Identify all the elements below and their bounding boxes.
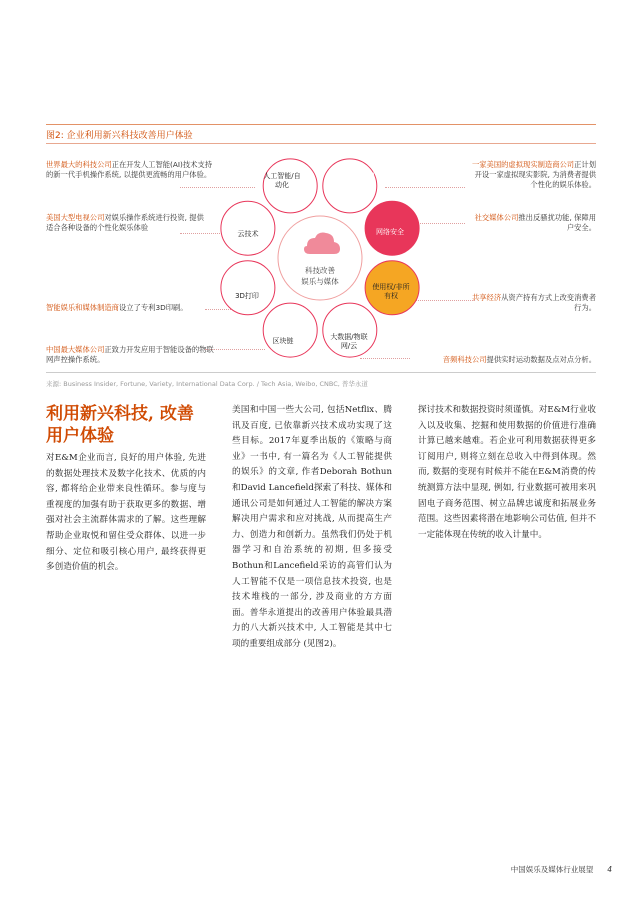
petal-label-vr: 虚拟现实/增强现实 (337, 172, 375, 189)
note-company: 音频科技公司 (442, 355, 487, 364)
page-number: 4 (607, 865, 612, 874)
body-column-3: 探讨技术和数据投资时须谨慎。对E&M行业收入以及收集、挖掘和使用数据的价值进行准确计算已越来越难。若企业可利用数据获得更多订阅用户, 则将立刻在总收入中得到体现。然而, 数据的变现有时候并不能在E&M消费的传统测算方法中显现, 例如, 行业数据可被用来巩固电子商务范围、树立品牌忠诚度和拓展业务范围。这些因素将潜在地影响公司估值, 但并不一定能体现在传统的收入计量中。 (418, 405, 596, 540)
petal-label-cloud: 云技术 (237, 230, 259, 238)
center-line2: 娱乐与媒体 (301, 277, 339, 286)
note-text: 正致力开发应用于智能设备的物联网声控操作系统。 (46, 345, 214, 364)
emerging-tech-flower-diagram (215, 148, 425, 368)
page-footer (511, 864, 612, 875)
note-text: 对娱乐操作系统进行投资, 提供适合各种设备的个性化娱乐体验 (46, 213, 204, 232)
note-left-4 (46, 345, 216, 365)
petal-circle (263, 303, 317, 357)
center-line1: 科技改善 (305, 266, 335, 275)
note-text: 设立了专利3D印刷。 (118, 303, 188, 312)
note-left-3 (46, 303, 216, 313)
body-column-1: 对E&M企业而言, 良好的用户体验, 先进的数据处理技术及数字化技术、优质的内容, 都将给企业带来良性循环。参与度与重视度的加强有助于获取更多的数据、增强对社会主流群体需求的了解。这些理解帮助企业取悦和留住受众群体、以进一步细分、定位和吸引核心用户, 最终获得更多创造价值的机会。 (46, 453, 206, 573)
note-right-2 (468, 213, 596, 233)
note-text: 从资产持有方式上改变消费者行为。 (501, 293, 596, 312)
petal-label-security: 网络安全 (376, 228, 404, 236)
section-heading: 利用新兴科技, 改善用户体验 (46, 404, 194, 446)
note-text: 正在开发人工智能(AI)技术支持的新一代手机操作系统, 以提供更流畅的用户体验。 (46, 160, 213, 179)
body-column-2: 美国和中国一些大公司, 包括Netflix、腾讯及百度, 已依靠新兴技术成功实现了这些目标。2017年夏季出版的《策略与商业》一书中, 有一篇名为《人工智能提供的娱乐》的文章, 作者Deborah Bothun和David Lancefield探索了科技、媒体和通讯公司是如何通过人工智能的解决方案解决用户需求和应对挑战, 从而提高生产力、创造力和创新力。虽然我们仍处于机器学习和自治系统的初期, 但多接受Bothun和Lancefield采访的高管们认为人工智能不仅是一项信息技术投资, 也是技术堆栈的一部分, 涉及商业的方方面面。普华永道提出的改善用户体验最具潜力的八大新兴技术中, 人工智能是其中七项的重要组成部分 (见图2)。 (232, 405, 392, 649)
note-right-1 (468, 160, 596, 190)
center-ring (278, 216, 362, 300)
note-company: 一家美国的虚拟现实制造商公司 (471, 160, 575, 169)
note-text: 推出反骚扰功能, 保障用户安全。 (518, 213, 596, 232)
petal-label-3dprint: 3D打印 (235, 292, 259, 300)
petal-label-blockchain: 区块链 (272, 337, 294, 345)
note-right-4 (410, 355, 596, 365)
note-text: 正计划开设一家虚拟现实影院, 为消费者提供个性化的娱乐体验。 (474, 160, 596, 189)
connector-line (180, 233, 220, 234)
petal-circle (221, 261, 275, 315)
note-company: 中国最大媒体公司 (46, 345, 105, 354)
note-right-3 (468, 293, 596, 313)
note-company: 智能娱乐和媒体制造商 (46, 303, 119, 312)
figure-title: 图2: 企业利用新兴科技改善用户体验 (46, 131, 193, 141)
note-company: 美国大型电视公司 (46, 213, 105, 222)
footer-title: 中国娱乐及媒体行业展望 (510, 865, 594, 874)
note-company: 共享经济 (471, 293, 502, 302)
petal-label-ai: 人工智能/自动化 (263, 172, 301, 189)
petal-label-bigdata: 大数据/物联网/云 (330, 333, 368, 350)
note-company: 社交媒体公司 (474, 213, 519, 222)
figure-title-rule (46, 143, 596, 144)
figure-top-rule (46, 124, 596, 125)
figure-bottom-rule (46, 372, 596, 373)
note-company: 世界最大的科技公司 (46, 160, 112, 169)
petal-label-ownership: 使用权/非所有权 (372, 283, 410, 300)
note-left-1 (46, 160, 216, 180)
note-left-2 (46, 213, 211, 233)
note-text: 提供实时运动数据及点对点分析。 (486, 355, 596, 364)
petal-circle (221, 201, 275, 255)
figure-source: 来源: Business Insider, Fortune, Variety, International Data Corp. / Tech Asia, Weibo, CNBC, 普华永道 (46, 380, 368, 388)
